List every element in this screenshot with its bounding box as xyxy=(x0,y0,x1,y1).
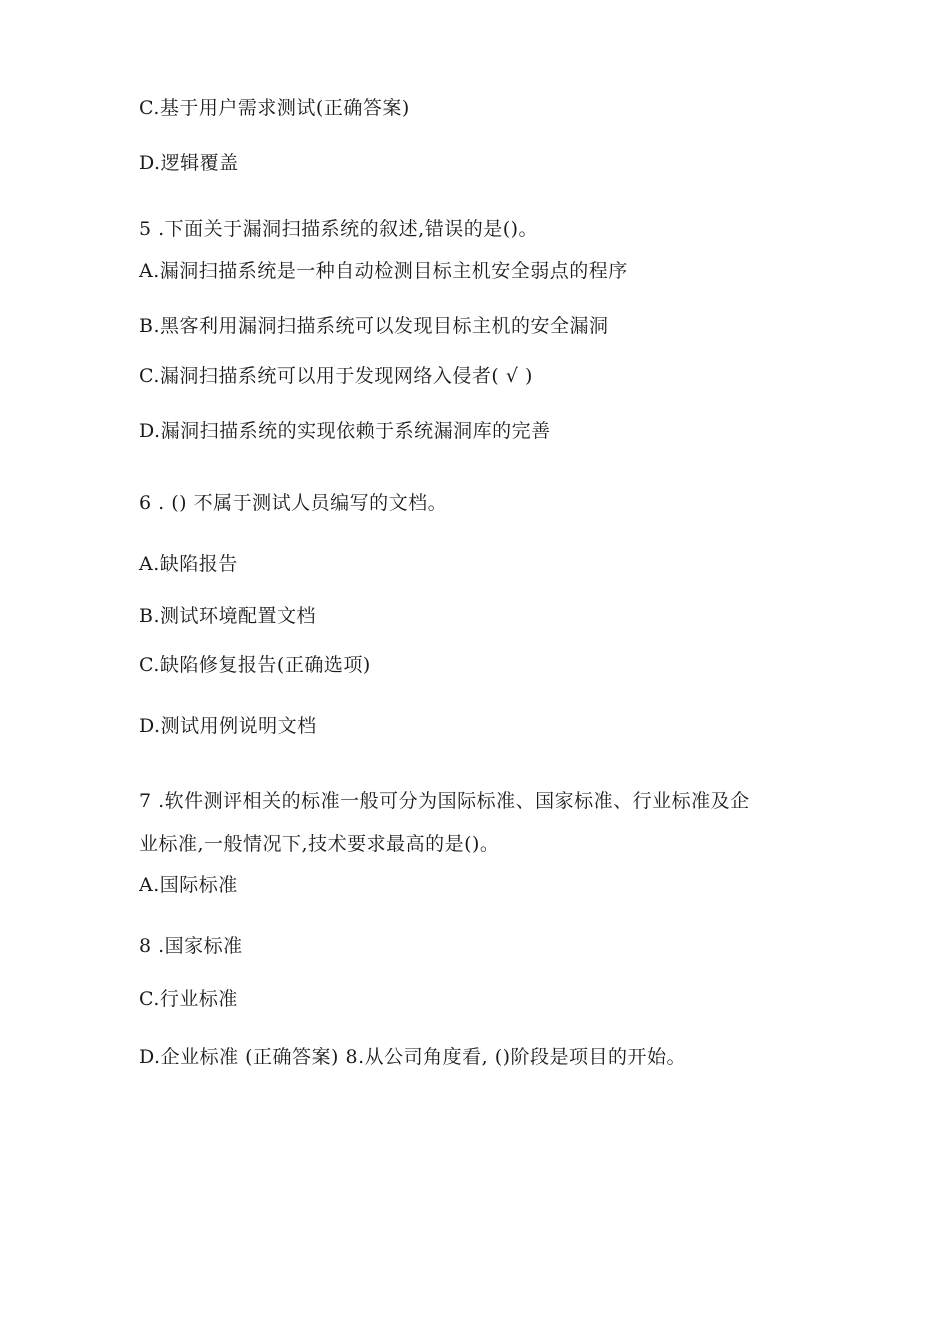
option-a-q5: A.漏洞扫描系统是一种自动检测目标主机安全弱点的程序 xyxy=(139,260,628,282)
option-c-q4: C.基于用户需求测试(正确答案) xyxy=(139,97,410,119)
option-c-q5: C.漏洞扫描系统可以用于发现网络入侵者( √ ) xyxy=(139,365,533,387)
option-c-q6: C.缺陷修复报告(正确选项) xyxy=(139,654,371,676)
question-5: 5 .下面关于漏洞扫描系统的叙述,错误的是()。 xyxy=(139,218,539,240)
option-a-q7: A.国际标准 xyxy=(139,874,238,896)
option-b-q5: B.黑客利用漏洞扫描系统可以发现目标主机的安全漏洞 xyxy=(139,315,609,337)
option-b-q6: B.测试环境配置文档 xyxy=(139,605,317,627)
option-a-q6: A.缺陷报告 xyxy=(139,553,238,575)
question-7-line-1: 7 .软件测评相关的标准一般可分为国际标准、国家标准、行业标准及企 xyxy=(139,790,750,812)
question-7-line-2: 业标准,一般情况下,技术要求最高的是()。 xyxy=(139,833,500,855)
question-6: 6 . () 不属于测试人员编写的文档。 xyxy=(139,492,448,514)
option-d-q5: D.漏洞扫描系统的实现依赖于系统漏洞库的完善 xyxy=(139,420,551,442)
option-b-q7: 8 .国家标准 xyxy=(139,935,243,957)
option-c-q7: C.行业标准 xyxy=(139,988,238,1010)
option-d-q7-and-question-8: D.企业标准 (正确答案) 8.从公司角度看, ()阶段是项目的开始。 xyxy=(139,1046,687,1068)
option-d-q6: D.测试用例说明文档 xyxy=(139,715,317,737)
option-d-q4: D.逻辑覆盖 xyxy=(139,152,239,174)
